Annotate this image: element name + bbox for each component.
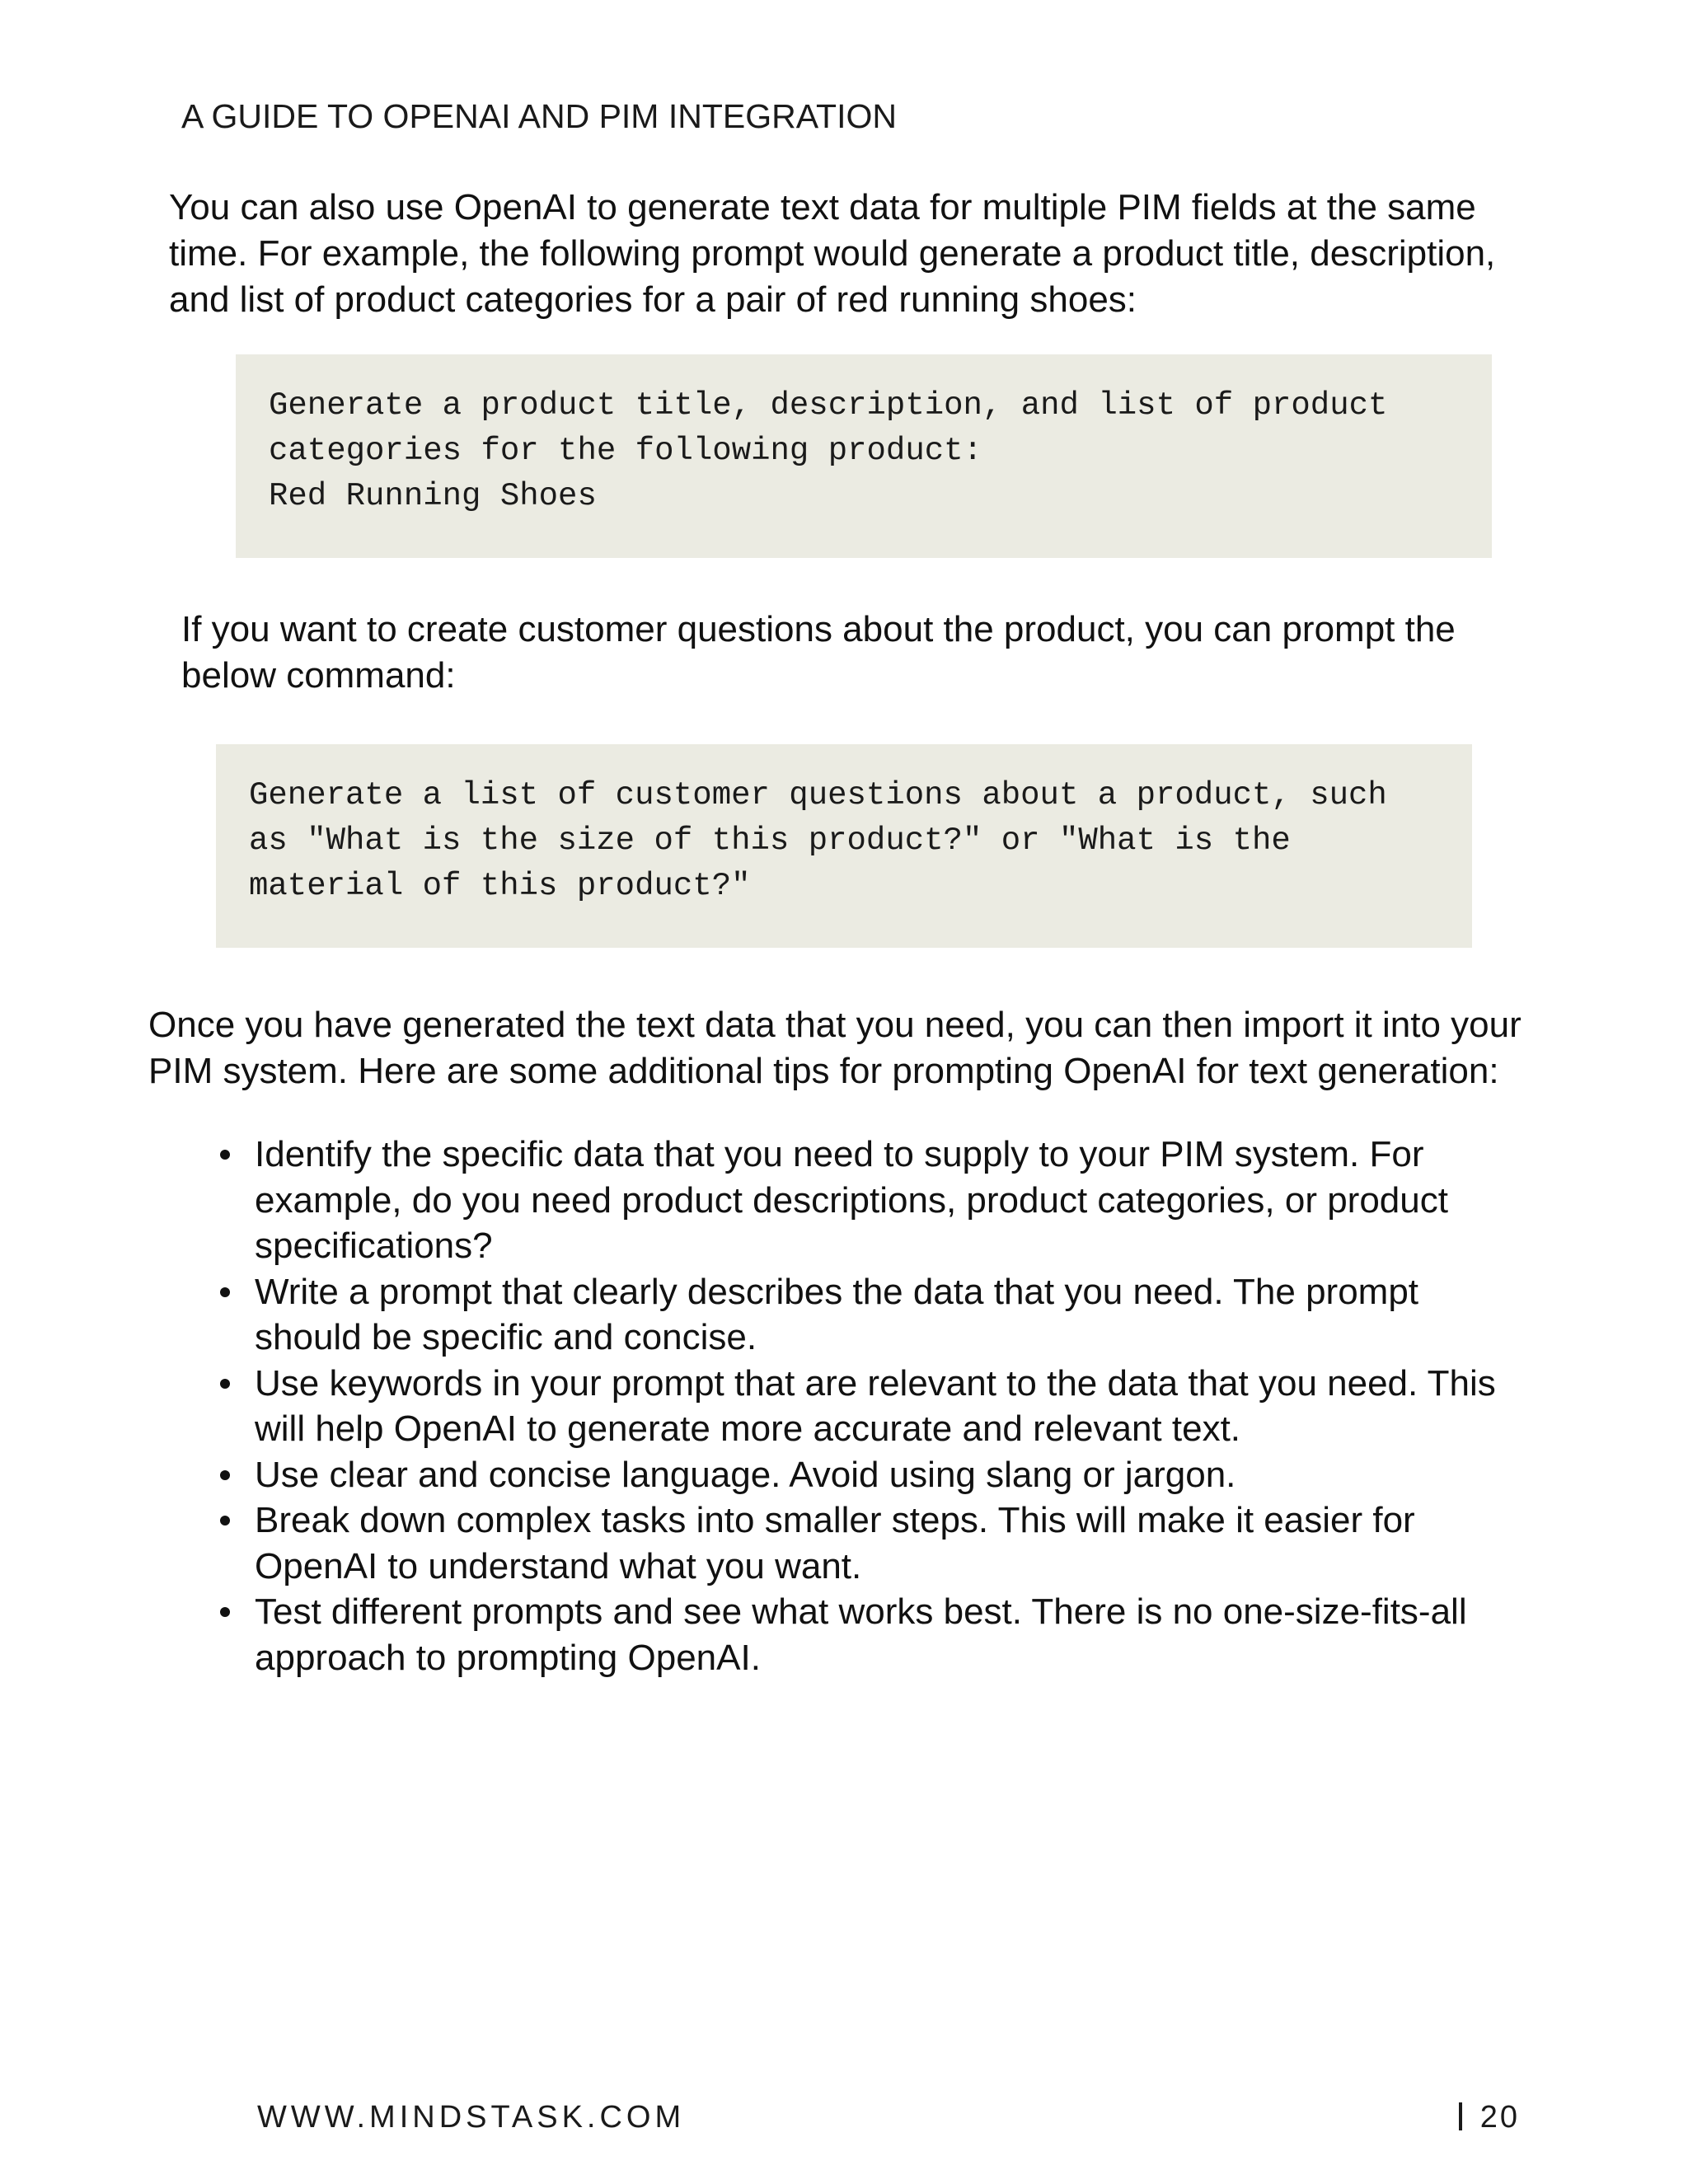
tips-list [216,1132,1496,1680]
list-item [216,1269,1496,1361]
bullet-dot-icon [220,1607,230,1617]
page-separator-divider [1459,2102,1462,2130]
tip-line: Write a prompt that clearly describes the data that you need. The prompt [255,1271,1419,1312]
list-item [216,1132,1496,1269]
tip-line: approach to prompting OpenAI. [255,1637,761,1678]
list-item [216,1589,1496,1680]
bullet-dot-icon [220,1470,230,1480]
page-number-label: 20 [1479,2100,1520,2135]
bullet-dot-icon [220,1379,230,1389]
intro-line: You can also use OpenAI to generate text data for multiple PIM fields at the same [169,187,1476,227]
tip-line: Break down complex tasks into smaller steps. This will make it easier for [255,1500,1415,1540]
questions-intro-line: If you want to create customer questions about the product, you can prompt the [181,609,1456,649]
tip-line: example, do you need product descriptions, product categories, or product [255,1179,1448,1221]
code-line: Generate a product title, description, and list of product [269,387,1388,424]
bullet-dot-icon [220,1287,230,1297]
code-line: Red Running Shoes [269,478,597,514]
import-line: Once you have generated the text data that you need, you can then import it into your [148,1005,1522,1045]
list-item [216,1361,1496,1452]
tip-line: will help OpenAI to generate more accurate and relevant text. [255,1408,1241,1449]
list-item [216,1452,1496,1498]
bullet-dot-icon [220,1516,230,1526]
tip-line: Identify the specific data that you need to supply to your PIM system. For [255,1134,1424,1174]
code-line: material of this product?" [249,868,751,904]
footer-page-number [1459,2100,1520,2135]
code-block-questions-prompt [216,744,1472,948]
code-line: Generate a list of customer questions about a product, such [249,777,1387,813]
import-line: PIM system. Here are some additional tips for prompting OpenAI for text generation: [148,1051,1499,1091]
import-paragraph [148,1002,1522,1094]
list-item [216,1497,1496,1589]
bullet-dot-icon [220,1150,230,1160]
tip-line: should be specific and concise. [255,1317,757,1357]
tip-line: OpenAI to understand what you want. [255,1545,862,1586]
intro-paragraph [169,185,1495,323]
questions-intro-paragraph [181,607,1456,699]
intro-line: and list of product categories for a pair of red running shoes: [169,279,1137,320]
questions-intro-line: below command: [181,655,456,696]
code-block-product-prompt [236,354,1492,558]
tip-line: Test different prompts and see what works best. There is no one-size-fits-all [255,1591,1467,1632]
code-line: as "What is the size of this product?" or "What is the [249,823,1291,859]
footer-website-url: WWW.MINDSTASK.COM [257,2100,686,2135]
tip-line: Use clear and concise language. Avoid using slang or jargon. [255,1454,1236,1495]
tip-line: specifications? [255,1226,493,1266]
intro-line: time. For example, the following prompt would generate a product title, description, [169,233,1496,274]
code-line: categories for the following product: [269,433,982,469]
page-header-title: A GUIDE TO OPENAI AND PIM INTEGRATION [181,97,897,135]
tip-line: Use keywords in your prompt that are relevant to the data that you need. This [255,1362,1496,1404]
